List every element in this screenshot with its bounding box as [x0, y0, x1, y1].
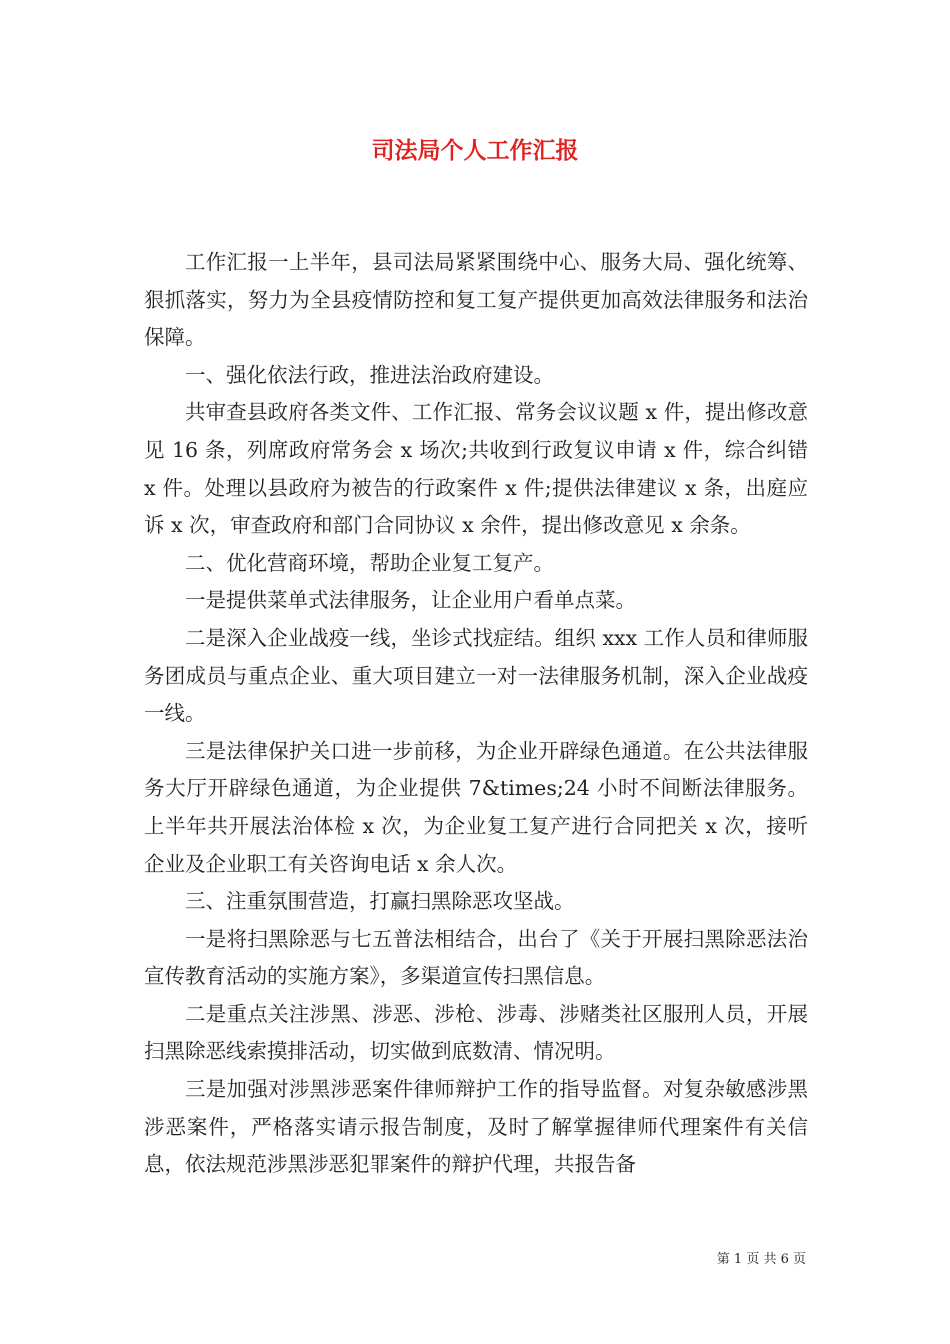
paragraph: 三是加强对涉黑涉恶案件律师辩护工作的指导监督。对复杂敏感涉黑涉恶案件，严格落实请示报告制度，及时了解掌握律师代理案件有关信息，依法规范涉黑涉恶犯罪案件的辩护代理，共报告备: [144, 1077, 808, 1177]
paragraph: 一是将扫黑除恶与七五普法相结合，出台了《关于开展扫黑除恶法治宣传教育活动的实施方案》，多渠道宣传扫黑信息。: [144, 926, 808, 989]
document-body: [144, 244, 808, 1184]
paragraph: 工作汇报一上半年，县司法局紧紧围绕中心、服务大局、强化统筹、狠抓落实，努力为全县疫情防控和复工复产提供更加高效法律服务和法治保障。: [144, 250, 808, 350]
paragraph: 三是法律保护关口进一步前移，为企业开辟绿色通道。在公共法律服务大厅开辟绿色通道，为企业提供 7&times;24 小时不间断法律服务。上半年共开展法治体检 x 次，为企业复工复产进行合同把关 x 次，接听企业及企业职工有关咨询电话 x 余人次。: [144, 738, 808, 876]
paragraph: 二是重点关注涉黑、涉恶、涉枪、涉毒、涉赌类社区服刑人员，开展扫黑除恶线索摸排活动，切实做到底数清、情况明。: [144, 1001, 808, 1064]
page-number: 第 1 页 共 6 页: [716, 1252, 806, 1267]
paragraph: 二是深入企业战疫一线，坐诊式找症结。组织 xxx 工作人员和律师服务团成员与重点企业、重大项目建立一对一法律服务机制，深入企业战疫一线。: [144, 625, 808, 726]
section-heading: 一、强化依法行政，推进法治政府建设。: [185, 362, 554, 387]
section-heading: 二、优化营商环境，帮助企业复工复产。: [185, 550, 554, 575]
section-heading: 三、注重氛围营造，打赢扫黑除恶攻坚战。: [185, 889, 575, 914]
document-title: 司法局个人工作汇报: [371, 137, 579, 164]
paragraph: 共审查县政府各类文件、工作汇报、常务会议议题 x 件，提出修改意见 16 条，列席政府常务会 x 场次;共收到行政复议申请 x 件，综合纠错 x 件。处理以县政府为被告的行政案件 x 件;提供法律建议 x 条，出庭应诉 x 次，审查政府和部门合同协议 x 余件，提出修改意见 x 余条。: [144, 400, 808, 538]
paragraph: 一是提供菜单式法律服务，让企业用户看单点菜。: [185, 588, 636, 613]
